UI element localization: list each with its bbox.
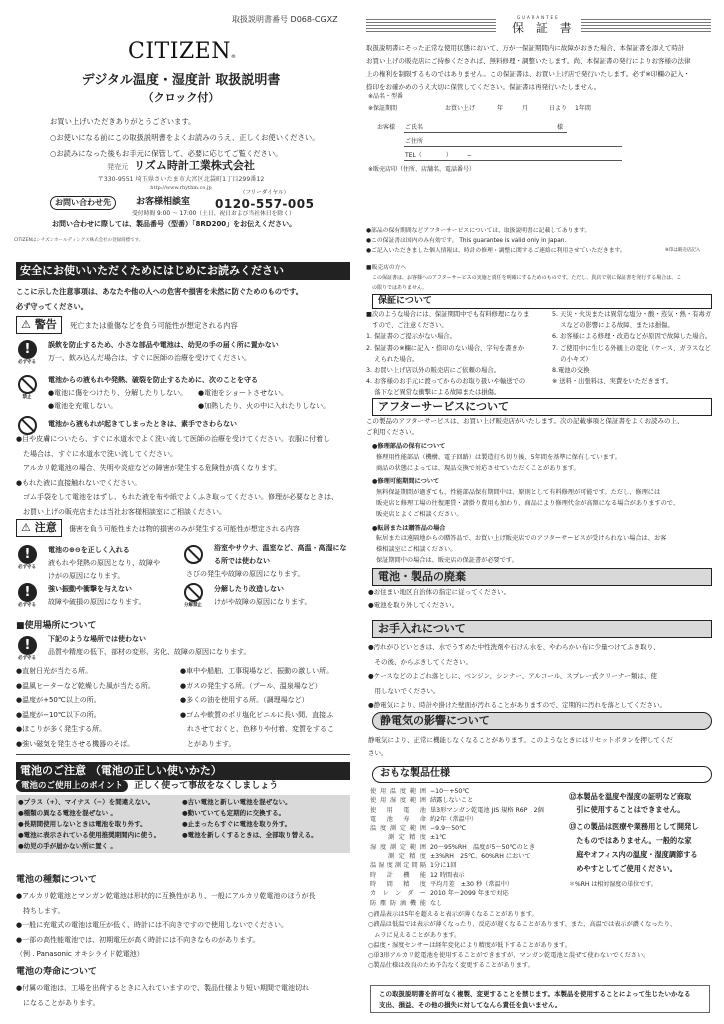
warning-row (16, 316, 238, 334)
prohibited-icon (18, 375, 37, 394)
must-follow-icon: ! (18, 340, 37, 359)
after-service-heading: アフターサービスについて (372, 398, 712, 416)
warranty-period-label: ※保証期間 (368, 105, 398, 112)
care-heading: お手入れについて (372, 620, 712, 638)
warranty-heading: 保証について (372, 294, 712, 309)
battery-heading: 電池のご注意 （電池の正しい使いかた） (16, 762, 350, 780)
specs-side-note-1: ⑫本製品を温度や湿度の証明など商取 引に使用することはできません。 (569, 792, 692, 814)
caution-label: ⚠ 注意 (16, 519, 62, 537)
specs-table: 使用温度範囲 −10～+50℃ 使用湿度範囲 結露しないこと 使用電池 単3形マンガン乾電池 JIS 規格 R6P 2個 電池寿命 約2年（常温中） 温度測定範囲 −9.9～50℃ 測定精度 ±1℃ 湿度測定範囲 20～95%RH 温度が5～50℃のとき 測定精度 ±3%RH 25℃、60%RH において 温湿度測定間隔 1分に1回 時計機能 12 時間表示 時間精度 平均月差 ±30 秒（常温中） カレンダー 2010 年～2099 年まで対応 防塵防滴機能 なし (370, 788, 544, 907)
safety-heading: 安全にお使いいただくためにはじめにお読みください (16, 262, 350, 280)
address-field[interactable]: ご住所 (405, 138, 424, 145)
usage-title: 下記のような場所では使わない (48, 635, 146, 643)
seller-url[interactable]: http://www.rhythm.co.jp (150, 185, 212, 191)
must-follow-icon: ! (18, 583, 37, 602)
caution-row (16, 519, 300, 537)
specs-heading: おもな製品仕様 (372, 766, 712, 783)
warning-3-text: ●目や皮膚についたら、すぐに水道水でよく洗い流して医師の治療を受けてください。衣服に付着し た場合は、すぐに水道水で洗い流してください。 アルカリ乾電池の場合、失明や炎症などの障害が発生する危険性が高くなります。 ●もれた液に直接触れないでください。 ゴム手袋をして電池をはずし、もれた液を布や紙でよくふき取ってください。修理が必要なときは、 お買い上げの販売店または当社お客様相談室にご相談ください。 (16, 435, 338, 516)
caution-4-title: 分解したり改造しない (214, 585, 284, 593)
battery-points-box: ●プラス（+）、マイナス（−）を間違えない。 ●種類の異なる電池を混ぜない 。 ●長期間使用しないときは電池を取り外す。 ●電池に表示されている使用推奨期間内に使う。 ●幼児の手が届かない所に置く 。 ●古い電池と新しい電池を混ぜない。 ●動いていても定期的に交換する。 ●止まったらすぐに電池を取り外す。 ●電池を新しくするときは、全部取り替える。 (16, 795, 350, 853)
warning-desc: 死亡または重傷などを負う可能性が想定される内容 (69, 320, 238, 330)
no-disassembly-icon (184, 583, 203, 602)
brand-logo: CITIZEN® (128, 39, 237, 64)
warning-1-title: 誤飲を防止するため、小さな部品や電池は、幼児の手の届く所に置かない (48, 341, 279, 349)
product-model-label: ※品名・型番 (368, 93, 404, 100)
battery-point-label: 電池のご使用上のポイント (16, 780, 128, 792)
rh-note: ＊%RH は相対湿度の単位です。 (569, 881, 657, 888)
no-bath-icon (184, 545, 203, 564)
tel-field[interactable]: TEL（ ） − (405, 152, 472, 159)
warranty-left: ■次のような場合には、保証期間中でも有料修理になりま すので、ご注意ください。 1. 保証書のご提示がない場合。 2. 保証書の※欄に記入・捺印のない場合、字句を書きか えられた場合。 3. お買い上げ店以外の販売店にご依頼の場合。 4. お客様のお手元に渡ってからのお取り扱いや輸送での 落下など異常な衝撃による故障または損傷。 (366, 311, 530, 397)
warning-1-text: 万一、飲み込んだ場合は、すぐに医師の治療を受けてください。 (48, 354, 251, 362)
seller-address: 〒330-9551 埼玉県さいたま市大宮区北袋町1丁目299番12 (97, 176, 265, 183)
caution-1-title: 電池の⊕⊖を正しく入れる (48, 546, 130, 554)
warranty-right: 5. 天災・火災または異常な塩分・酸・蒸気・熱・有毒ガ スなどの影響による故障、または損傷。 6. お客様による修理・改造などが原因で故障した場合。 7. ご使用中に生じる外観上の変化（ケース、ガラスなど の小キズ） 8.電池の交換 ※ 送料・出張料は、実費をいただきます。 (552, 311, 712, 386)
usage-text: 品質や精度の低下、部材の変形、劣化、故障の原因になります。 (48, 648, 251, 656)
warning-3-title: 電池から液もれが起きてしまったときは、素手でさわらない (48, 420, 237, 428)
battery-types-heading: 電池の種類について (16, 875, 97, 885)
guarantee-text: 取扱説明書にそった正常な使用状態において、万が一保証期間内に故障がおきた場合、本保証書を添えて時計 お買い上げの販売店にご持参くだされば、無料修理・調整いたします。尚、本保証書の発行によりお客様の法律 上の権利を制限するものではありません。この保証書は、お買い上げ店で発行いたします。必ず※印欄の記入・ 捺印をお確かめのうえ大切に保管してください。保証書は再発行いたしません。 (366, 44, 691, 91)
specs-side-note-2: ⑬この製品は医療や業務用として開発し たものではありません。一般的な家 庭やオフィス内の温度・湿度調節する めやすとしてご使用ください。 (569, 822, 699, 873)
static-heading: 静電気の影響について (372, 712, 712, 730)
battery-life-text: ●付属の電池は、工場を出荷するときに入れていますので、製品仕様より短い期間で電池切れ になることがあります。 (16, 984, 309, 1007)
caution-3-title: 浴室やサウナ、温室など、高温・高湿にな (214, 544, 347, 552)
seller: 発売元 リズム時計工業株式会社 (107, 159, 255, 172)
divider (16, 754, 350, 755)
dealer-text: この保証書は、お客様へのアフターサービスの実施と責任を明確にするためのものです。ただし、貴店で別に保証書を発行する場合は、こ の限りではありません。 (372, 275, 682, 291)
after-service-details: ●修理部品の保有について 修理用性能部品（機構、電子回路）は製造打ち切り後、5年間を基準に保有しています。 商品の状態によっては、現品交換で対応させていただくことがあります。 ●修理可能期間について 無料保証期間が過ぎても、性能部品保有期間中は、原則として有料修理が可能です。ただし、修理には 販売店と修理工場の往復運賃・諸掛り費用も加わり、商品により修理代金が高額になる場合がありますので、 販売店とよくご相談ください。 ●転居または贈答品の場合 転居または遠隔地からの贈答品で、お買い上げ販売店でのアフターサービスが受けられない場合は、お客 様相談室にご相談ください。 保証期間中の場合は、販売店の保証書が必要です。 (372, 443, 680, 564)
reception-hours: 受付時間 9:00 ～ 17:00（土日、祝日および当社休日を除く） (132, 211, 295, 217)
battery-point-row (16, 780, 356, 793)
guarantee-notes: ●部品の保有期間などアフターサービスについては、取扱説明書に記載してあります。 ●この保証書は国内のみ有効です。 This guarantee is valid only in Japan. ●ご記入いただきました個人情報は、時計の修理・調整に関するご連絡に利用させていただきます。 (366, 228, 626, 254)
intro-text: お買い上げいただきありがとうございます。 ○お使いになる前にこの取扱説明書をよくお読みのうえ、正しくお使いください。 ○お読みになった後もお手元に保管して、必要に応じてご覧ください。 (50, 117, 320, 158)
trademark-note: CITIZENはシチズンホールディングス株式会社の登録商標です。 (14, 238, 144, 243)
guarantee-title: GUARANTEE 保 証 書 (366, 14, 711, 38)
static-text: 静電気により、正常に機能しなくなることがあります。このようなときにはリセットボタンを押してくだ さい。 (368, 736, 673, 757)
battery-life-heading: 電池の寿命について (16, 967, 97, 977)
caution-desc: 傷害を負う可能性または物的損害のみが発生する可能性が想定される内容 (68, 525, 300, 533)
safety-lead: ここに示した注意事項は、あなたや他の人への危害や損害を未然に防ぐためのものです。 必ず守ってください。 (16, 287, 303, 311)
warning-2-title: 電池からの液もれや発熱、破裂を防止するために、次のことを守る (48, 376, 258, 384)
disclaimer-box: この取扱説明書を許可なく複製、変更することを禁じます。本製品を使用することによって生じたいかなる 支出、損益、その他の損失に対してなんら責任を負いません。 (370, 985, 710, 1013)
contact-label: お問い合わせ先 (50, 196, 116, 210)
document-number: 取扱説明書番号 D068-CGXZ (232, 15, 338, 24)
care-list: ●汚れがひどいときは、水でうすめた中性洗剤や石けん水を、やわらかい布に少量つけてふき取り、 その後、からぶきしてください。 ●ケースなどのよごれ落としに、ベンジン、シンナー、アルコール、スプレー式クリーナー類は、使 用しないでください。 ●静電気により、時計や掛けた壁面が汚れることがありますので、定期的に汚れを落としてください。 (368, 643, 667, 709)
caution-2-title: 強い振動や衝撃を与えない (48, 585, 132, 593)
after-service-intro: この製品のアフターサービスは、お買い上げ販売店がいたします。次の記載事項と保証書をよくお読みの上、 ご利用ください。 (366, 417, 684, 436)
free-dial-label: （フリーダイヤル） (240, 190, 290, 196)
must-follow-icon: ! (18, 636, 37, 655)
disposal-list: ●お住まい地区自治体の指定に従ってください。 ●電池を取り外してください。 (368, 588, 511, 609)
name-field[interactable]: ご氏名 (405, 124, 424, 131)
shop-stamp-label: ※販売店印（住所、店舗名、電話番号） (368, 166, 476, 173)
disposal-heading: 電池・製品の廃棄 (372, 568, 712, 586)
must-follow-icon: ! (18, 545, 37, 564)
battery-point-title: 正しく使って事故をなくしましょう (134, 781, 279, 791)
contact-center: お客様相談室 (136, 197, 191, 207)
usage-list-left: ●直射日光が当たる所。 ●温風ヒーターなど乾燥した風が当たる所。 ●温度が+50℃以上の所。 ●温度が−10℃以下の所。 ●ほこりが多く発生する所。 ●強い磁気を発生させる機器のそば。 (16, 667, 155, 748)
usage-list-right: ●車中や船舶、工事現場など、振動の激しい所。 ●ガスの発生する所。（プール、温泉場など） ●多くの油を使用する所。（調理場など） ●ゴムや軟質のポリ塩化ビニルに長い間、直接ふ れさせておくと、色移りや付着、変質をするこ とがあります。 (180, 667, 334, 748)
warning-label: ⚠ 警告 (16, 316, 62, 334)
contact-row (50, 190, 350, 211)
specs-notes: ○液晶表示は5年を超えると表示が薄くなることがあります。 ○液晶は低温では表示が薄くなったり、反応が遅くなることがあります。また、高温では表示が濃くなったり、 ムラに見えることがあります。 ○温度・湿度センサーは経年変化により精度が低下することがあります。 ○単3形アルカリ乾電池を使用することができますが、マンガン乾電池と混ぜて使わないでください。 ○製品仕様は改良のため予告なく変更することがあります。 (368, 911, 677, 970)
manual-subtitle: （クロック付） (142, 91, 220, 104)
usage-heading: ■使用場所について (16, 621, 97, 631)
battery-types-list: ●アルカリ乾電池とマンガン乾電池は形状的に互換性があり、一般にアルカリ乾電池のほうが長 持ちします。 ●一般に充電式の電池は電圧が低く、時計には不向きですので使用しないでください。 ●一部の高性能電池では、初期電圧が高く時計には不向きなものがあります。 （例 . Panasonic オキシライド乾電池） (16, 892, 316, 958)
manual-title: デジタル温度・湿度計 取扱説明書 (81, 73, 281, 88)
phone-number: 0120-557-005 (215, 197, 315, 211)
dealer-heading: ■販売店の方へ (366, 265, 407, 271)
product-number-note: お問い合わせに際しては、製品番号（型番）「8RD200」をお伝えください。 (52, 220, 297, 228)
